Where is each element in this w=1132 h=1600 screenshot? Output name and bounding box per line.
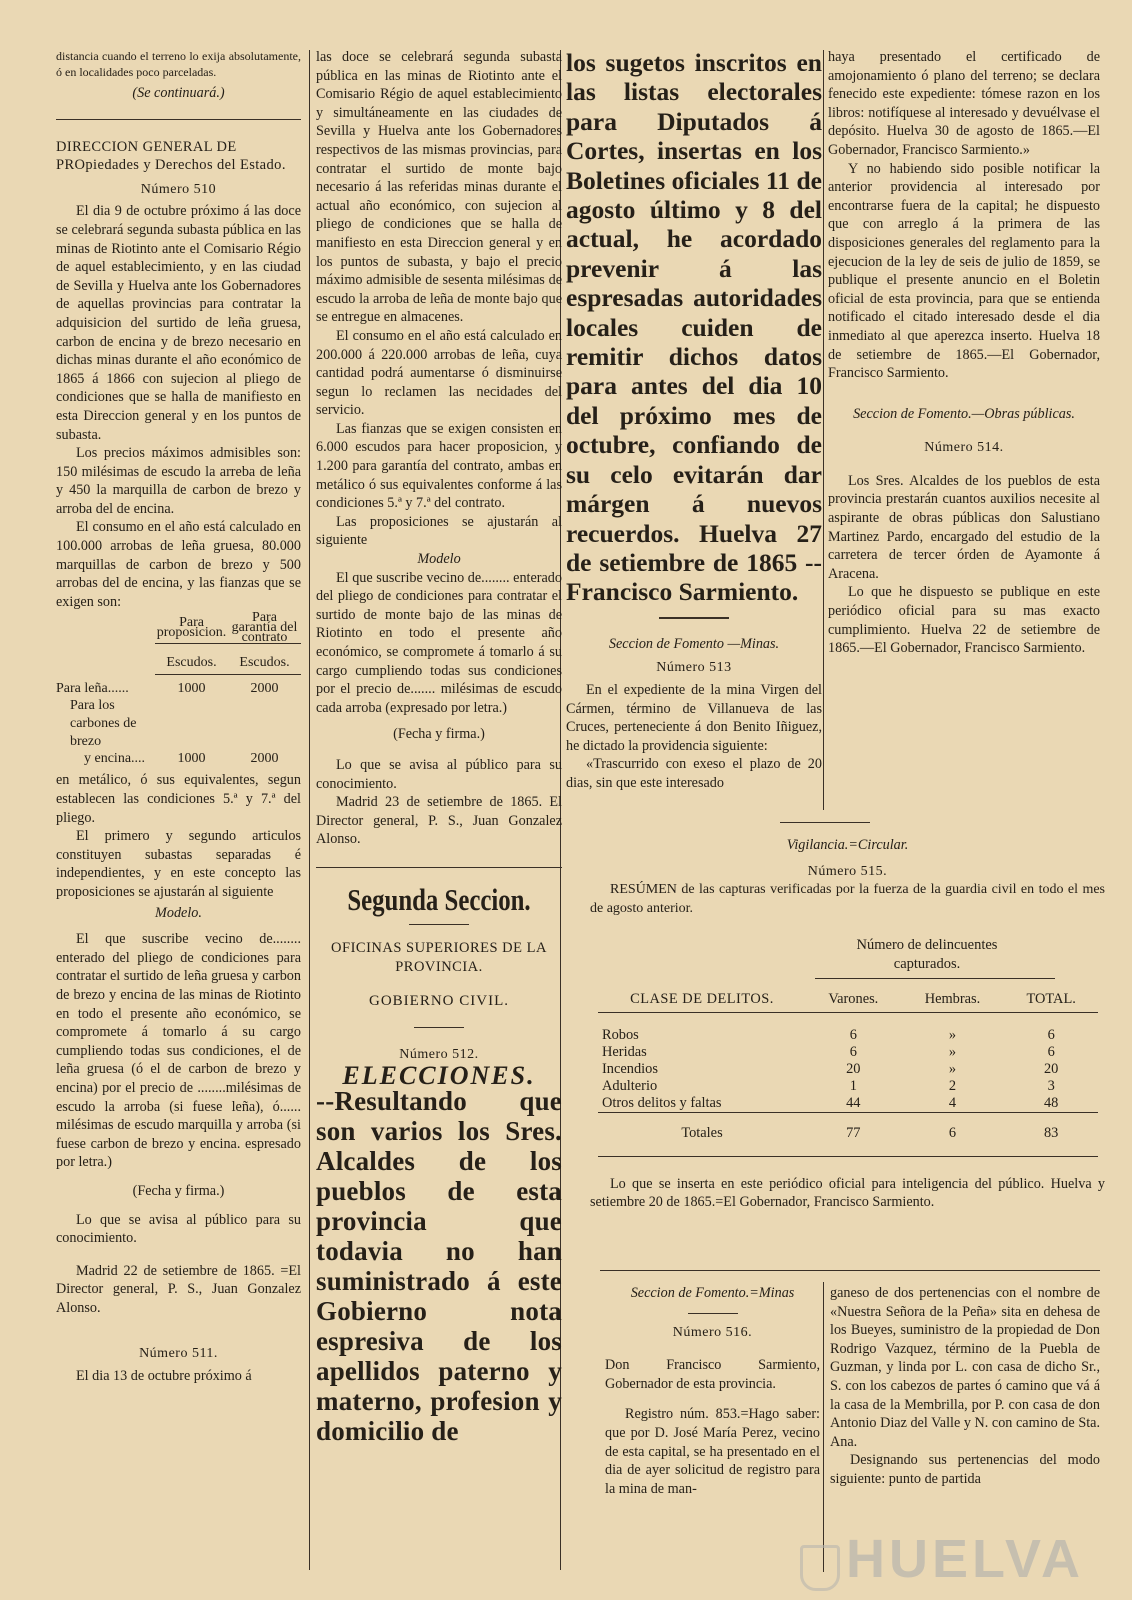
table-row	[598, 1095, 1098, 1113]
paragraph: Las proposiciones se ajustarán al siguiente	[316, 513, 562, 549]
row-label: Heridas	[602, 1043, 647, 1060]
column-3	[566, 48, 822, 792]
gobierno-civil-heading: GOBIERNO CIVIL.	[369, 993, 509, 1010]
section-divider	[316, 867, 562, 868]
fecha-firma: (Fecha y firma.)	[132, 1182, 225, 1199]
cell: 3	[1047, 1077, 1055, 1094]
cell: »	[948, 1043, 957, 1060]
row-label: Incendios	[602, 1060, 658, 1077]
vigilancia-heading: Vigilancia.=Circular.	[786, 837, 909, 853]
paragraph: Designando sus pertenencias del modo siguiente: punto de partida	[830, 1452, 1100, 1487]
totals-row	[598, 1125, 1098, 1157]
announcement-bold: los sugetos inscritos en las listas electorales para Diputados á Cortes, insertas en los Boletines oficiales 11 de agosto último y 8 del actual, he acordado prevenir á las espresadas autoridades locales cuiden de remitir dichos datos para antes del dia 10 del próximo mes de octubre, confiando de su celo evitarán dar márgen á nuevos recuerdos. Huelva 27 de setiembre de 1865 --Francisco Sarmiento.	[566, 48, 822, 607]
cell: 1000	[177, 681, 206, 697]
paragraph: Lo que se inserta en este periódico oficial para inteligencia del público. Huelva y setiembre 20 de 1865.=El Gobernador, Francisco Sarmiento.	[590, 1175, 1105, 1211]
short-rule	[414, 1027, 464, 1028]
column-3-bottom	[605, 1284, 820, 1498]
paragraph: las doce se celebrará segunda subasta pública en las minas de Riotinto ante el Comisario Régio de aquel establecimiento y simultáneamente en las ciudades de Sevilla y Huelva ante los Gobernadores respectivos de las mismas provincias, para contratar el surtido de monte bajo necesario á las referidas minas durante el actual año económico, con sujecion al pliego de condiciones que se halla de manifiesto en esta Direccion general y en los puntos de subasta, y bajo el precio máximo admisible de sesenta milésimas de escudo la arroba de leña de monte bajo que se entregue en almacenes.	[316, 49, 562, 326]
cell: 2000	[250, 751, 279, 767]
cell: 6	[1047, 1026, 1055, 1043]
col-header-escudos: Escudos.	[155, 644, 228, 675]
group-rule	[815, 978, 1055, 979]
elecciones-heading: ELECCIONES.	[342, 1061, 536, 1091]
paragraph: Y no habiendo sido posible notificar la anterior providencia al interesado por encontrarse fuera de la capital; he dispuesto que con arreglo á la primera de las disposiciones generales del reglamento para la ejecucion de la ley de seis de julio de 1859, se publique el presente anuncio en el Boletin oficial de esta provincia, para que se entienda notificado el citado interesado desde el dia inmediato al que aperezca inserto. Huelva 18 de setiembre de 1865.—El Gobernador, Francisco Sarmiento.	[828, 160, 1100, 382]
column-rule-3	[823, 50, 824, 810]
capturas-table	[598, 991, 1098, 1157]
cell: 4	[901, 1095, 1005, 1113]
column-2	[316, 48, 562, 1446]
col-header-varones: Varones.	[806, 991, 901, 1013]
cell: 44	[806, 1095, 901, 1113]
paragraph: El consumo en el año está calculado en 100.000 arrobas de leña gruesa, 80.000 marquillas de carbon de brezo y 500 arrobas del de encina, y las fianzas que se exigen son:	[56, 519, 301, 610]
cell: 83	[1004, 1125, 1098, 1157]
section-divider	[780, 822, 870, 823]
cell: »	[948, 1026, 957, 1043]
fecha-firma: (Fecha y firma.)	[393, 726, 485, 743]
row-label: Otros delitos y faltas	[598, 1095, 806, 1113]
paragraph: Lo que se avisa al público para su conocimiento.	[316, 756, 562, 792]
paragraph: En el expediente de la mina Virgen del Cármen, término de Villanueva de las Cruces, perteneciente á don Benito Iñiguez, he dictado la providencia siguiente:	[566, 681, 822, 754]
column-rule-1	[309, 50, 310, 1570]
cell: 2000	[250, 681, 279, 697]
segunda-seccion-heading: Segunda Seccion.	[347, 881, 531, 917]
short-rule	[688, 1313, 738, 1314]
column-1	[56, 48, 301, 1386]
table-row	[598, 1078, 1098, 1095]
signature: Madrid 22 de setiembre de 1865. =El Director general, P. S., Juan Gonzalez Alonso.	[56, 1262, 301, 1316]
section-divider	[600, 1270, 1100, 1271]
number-512: Número 512.	[399, 1046, 479, 1062]
col-header-garantia: Para garantía del contrato	[228, 613, 301, 644]
cell: »	[948, 1060, 957, 1077]
paragraph: Don Francisco Sarmiento, Gobernador de esta provincia.	[605, 1357, 820, 1392]
row-label: Robos	[602, 1026, 639, 1043]
number-510: Número 510	[140, 181, 217, 197]
cell: 1000	[177, 751, 206, 767]
section-heading: Seccion de Fomento.—Obras públicas.	[853, 405, 1075, 422]
continued-note: (Se continuará.)	[132, 85, 225, 101]
section-divider	[56, 119, 301, 120]
col-header-total: TOTAL.	[1004, 991, 1098, 1013]
watermark-logo: HUELVA	[846, 1529, 1084, 1589]
section-heading: Seccion de Fomento.=Minas	[630, 1285, 795, 1301]
column-4	[828, 48, 1100, 658]
modelo-heading: Modelo	[417, 551, 461, 568]
paragraph: Los Sres. Alcaldes de los pueblos de esta provincia prestarán cuantos auxilios necesite al aspirante de obras públicas don Salustiano Martinez Pardo, encargado del estudio de la carretera de tercer órden de Ayamonte á Aracena.	[828, 472, 1100, 582]
section-heading: DIRECCION GENERAL DE PROpiedades y Derechos del Estado.	[56, 138, 286, 174]
watermark-shield-icon	[800, 1545, 840, 1591]
paragraph: Lo que se avisa al público para su conocimiento.	[56, 1211, 301, 1247]
cell: 20	[1043, 1060, 1059, 1077]
cell: 20	[846, 1060, 861, 1077]
col-header-hembras: Hembras.	[901, 991, 1005, 1013]
paragraph: Las fianzas que se exigen consisten en 6.000 escudos para hacer proposicion, y 1.200 para garantía del contrato, ambas en metálico ó sus equivalentes conforme á las condiciones 5.ª y 7.ª del contrato.	[316, 420, 562, 512]
continued-text: distancia cuando el terreno lo exija absolutamente, ó en localidades poco parceladas.	[56, 49, 301, 79]
paragraph: Registro núm. 853.=Hago saber: que por D. José María Perez, vecino de esta capital, se ha presentado en el dia de ayer solicitud de registro para la mina de man-	[605, 1406, 820, 1497]
cell: 6	[901, 1125, 1005, 1157]
modelo-heading: Modelo.	[155, 904, 202, 921]
paragraph: El consumo en el año está calculado en 200.000 á 220.000 arrobas de leña, cuya cantidad podrá aumentarse ó disminuirse segun lo reclamen las necidades del servicio.	[316, 327, 562, 419]
number-511: Número 511.	[139, 1346, 218, 1362]
number-514: Número 514.	[924, 440, 1004, 456]
cell: 6	[1047, 1043, 1055, 1060]
signature: Madrid 23 de setiembre de 1865. El Director general, P. S., Juan Gonzalez Alonso.	[316, 794, 562, 848]
short-rule	[409, 924, 469, 925]
totals-label: Totales	[598, 1125, 806, 1157]
row-label: Para leña......	[56, 681, 129, 697]
cell: 77	[806, 1125, 901, 1157]
row-label: y encina....	[84, 751, 146, 767]
cell: 2	[948, 1077, 957, 1094]
paragraph: El dia 9 de octubre próximo á las doce se celebrará segunda subasta pública en las minas de Riotinto ante el Comisario Régio de aquel establecimiento, y en las ciudad de Sevilla y Huelva ante los Gobernadores de aquellas provincias para contratar la adquisicion del surtido de leña gruesa, carbon de encina y de brezo necesario en dichas minas durante el año económico de 1865 á 1866 con sujecion al pliego de condiciones que se halla de manifiesto en esta Direccion general y en los puntos de subasta.	[56, 203, 301, 443]
paragraph: Lo que he dispuesto se publique en este periódico oficial para su mas exacto cumplimiento. Huelva 22 de setiembre de 1865.—El Gobernador, Francisco Sarmiento.	[828, 584, 1100, 657]
cell: 1	[849, 1077, 857, 1094]
paragraph: haya presentado el certificado de amojonamiento ó plano del terreno; se declara fenecido este expediente: tómese razon en los libros: notifíquese al interesado y devuélvase el depósito. Huelva 30 de agosto de 1865.—El Gobernador, Francisco Sarmiento.»	[828, 49, 1100, 158]
column-rule-4	[823, 1282, 824, 1572]
cell: 6	[849, 1026, 857, 1043]
col-header-escudos: Escudos.	[228, 644, 301, 675]
table-row	[598, 1061, 1098, 1078]
oficinas-heading: OFICINAS SUPERIORES DE LA PROVINCIA.	[331, 939, 547, 975]
row-label: Adulterio	[602, 1077, 658, 1094]
capturas-section	[590, 836, 1105, 1212]
row-label: Para los carbones de brezo	[70, 698, 137, 750]
fianzas-table	[56, 610, 301, 767]
number-515: Número 515.	[807, 863, 888, 879]
section-heading: Seccion de Fomento —Minas.	[608, 635, 780, 652]
paragraph: El que suscribe vecino de........ enterado del pliego de condiciones para contratar el surtido de leña gruesa y carbon de brezo y encina de las minas de Riotinto en todo el presente año económico, se compromete á tomarlo á su cargo cumpliendo todas sus condiciones, el de leña gruesa (ó el de carbon de brezo y encina) por el precio de ........milésimas de escudo la arroba (si fuese leña), ó...... milésimas de escudo marquilla y arroba (si fuese carbon de brezo y encina. espresado por letra.)	[56, 931, 301, 1171]
table-group-heading: Número de delincuentes capturados.	[856, 937, 998, 972]
paragraph: en metálico, ó sus equivalentes, segun establecen las condiciones 5.ª y 7.ª del pliego.	[56, 772, 301, 826]
resumen-text: RESÚMEN de las capturas verificadas por la fuerza de la guardia civil en todo el mes de agosto anterior.	[590, 882, 1105, 916]
table-row	[598, 1044, 1098, 1061]
cell: 6	[849, 1043, 857, 1060]
paragraph: El que suscribe vecino de........ enterado del pliego de condiciones para contratar el surtido de monte bajo de las minas de Riotinto en todo el presente año económico, se compromete á tomarlo á su cargo cumpliendo todas sus condiciones por el precio de....... milésimas de escudo cada arroba (expresado por letra.)	[316, 569, 562, 716]
number-516: Número 516.	[672, 1324, 753, 1340]
cell: 48	[1004, 1095, 1098, 1113]
paragraph: Los precios máximos admisibles son: 150 milésimas de escudo la arreba de leña y 450 la marquilla de carbon de brezo y arroba del de encina.	[56, 445, 301, 517]
col-header-clase: CLASE DE DELITOS.	[598, 991, 806, 1013]
short-rule	[659, 617, 729, 619]
paragraph: El dia 13 de octubre próximo á	[76, 1368, 252, 1385]
table-row	[598, 1027, 1098, 1044]
paragraph: «Trascurrido con exeso el plazo de 20 dias, sin que este interesado	[566, 756, 822, 791]
col-header-proposicion: Para proposicion.	[155, 613, 228, 644]
paragraph: ganeso de dos pertenencias con el nombre de «Nuestra Señora de la Peña» sita en dehesa de los Bueyes, suministro de la propiedad de Don Rodrigo Vazquez, término de la Puebla de Guzman, y linda por L. con casa de dicho Sr., S. con los cabezos de partes ó camino que vá á la casa de la Membrilla, por P. con casa de don Antonio Diaz del Valle y N. con camino de Sta. Ana.	[830, 1285, 1100, 1450]
column-4-bottom	[830, 1284, 1100, 1489]
paragraph: El primero y segundo articulos constituyen subastas separadas é independientes, y en este concepto las proposiciones se ajustarán al siguiente	[56, 828, 301, 900]
number-513: Número 513	[656, 660, 732, 676]
announcement-bold: --Resultando que son varios los Sres. Alcaldes de los pueblos de esta provincia que todavia no han suministrado á este Gobierno nota espresiva de los apellidos paterno y materno, profesion y domicilio de	[316, 1085, 562, 1446]
